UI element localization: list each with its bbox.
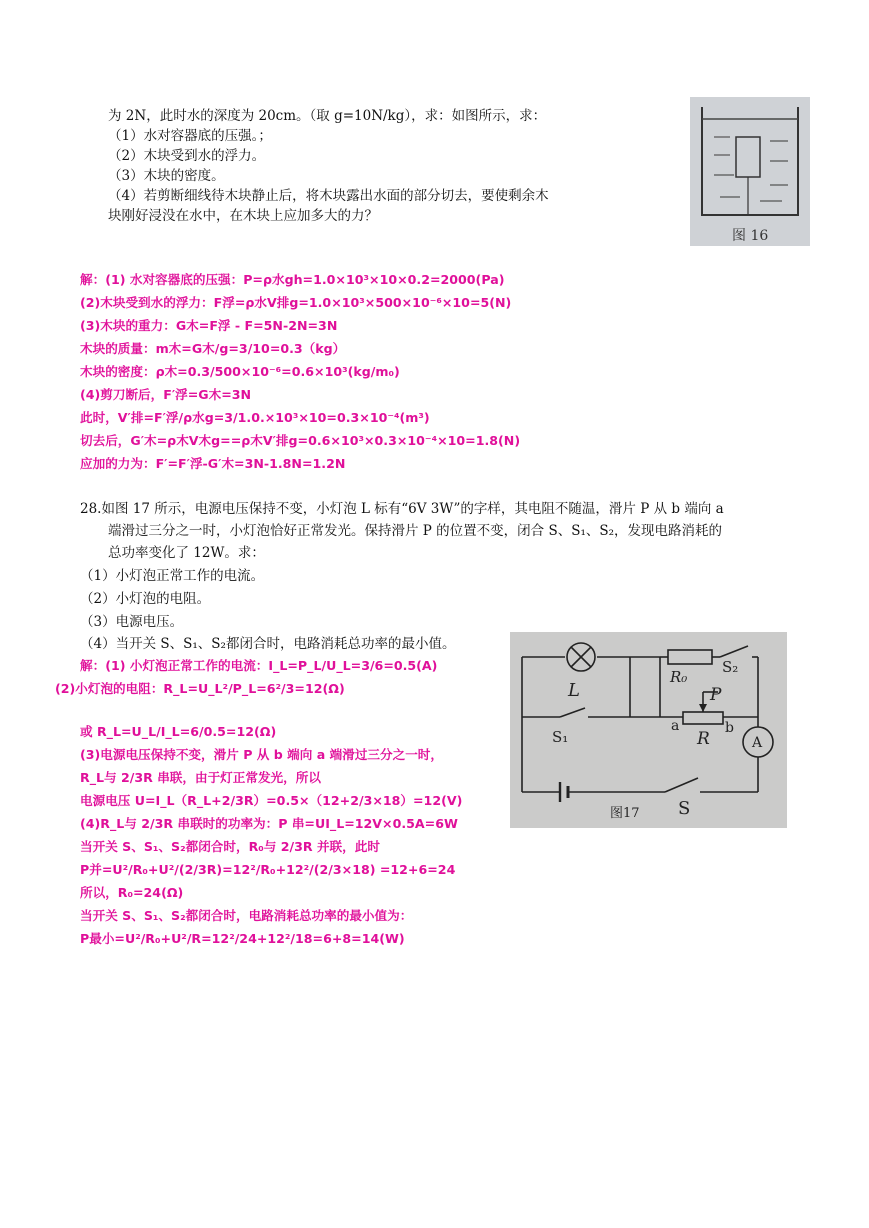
- rheostat-r-label: R: [697, 729, 710, 749]
- problem27-line-4: （3）木块的密度。: [108, 168, 225, 184]
- solution28-line-2: (2)小灯泡的电阻：R_L=U_L²/P_L=6²/3=12(Ω): [55, 681, 345, 696]
- solution27-line-5: 木块的密度：ρ木=0.3/500×10⁻⁶=0.6×10³(kg/m₀): [80, 364, 400, 379]
- figure-17: [510, 632, 787, 828]
- solution27-line-2: (2)木块受到水的浮力：F浮=ρ水V排g=1.0×10³×500×10⁻⁶×10=5(N): [80, 295, 512, 310]
- solution28-line-4: (3)电源电压保持不变，滑片 P 从 b 端向 a 端滑过三分之一时，: [80, 747, 443, 762]
- solution28-line-9: P并=U²/R₀+U²/(2/3R)=12²/R₀+12²/(2/3×18) =12+6=24: [80, 862, 456, 877]
- solution28-line-8: 当开关 S、S₁、S₂都闭合时，R₀与 2/3R 并联，此时: [80, 839, 380, 854]
- solution27-line-7: 此时，V′排=F′浮/ρ水g=3/1.0.×10³×10=0.3×10⁻⁴(m³): [80, 410, 430, 425]
- solution27-line-4: 木块的质量：m木=G木/g=3/10=0.3（kg）: [80, 341, 346, 356]
- problem27-line-2: （1）水对容器底的压强。；: [108, 128, 272, 144]
- solution28-line-11: 当开关 S、S₁、S₂都闭合时，电路消耗总功率的最小值为：: [80, 908, 413, 923]
- problem27-line-6: 块刚好浸没在水中，在木块上应加多大的力？: [108, 208, 378, 224]
- solution28-line-7: (4)R_L与 2/3R 串联时的功率为：P 串=UI_L=12V×0.5A=6W: [80, 816, 458, 831]
- problem28-line-4: （1）小灯泡正常工作的电流。: [80, 568, 265, 584]
- problem27-line-5: （4）若剪断细线待木块静止后，将木块露出水面的部分切去，要使剩余木: [108, 188, 549, 204]
- solution27-line-9: 应加的力为：F′=F′浮-G′木=3N-1.8N=1.2N: [80, 456, 346, 471]
- end-a-label: a: [671, 718, 680, 734]
- s2-label: S₂: [722, 658, 739, 676]
- solution28-line-6: 电源电压 U=I_L（R_L+2/3R）=0.5×（12+2/3×18）=12(V): [80, 793, 463, 808]
- r0-label: R₀: [670, 668, 688, 686]
- problem28-line-7: （4）当开关 S、S₁、S₂都闭合时，电路消耗总功率的最小值。: [80, 636, 456, 652]
- solution27-line-1: 解：(1) 水对容器底的压强：P=ρ水gh=1.0×10³×10×0.2=2000(Pa): [80, 272, 505, 287]
- problem28-line-6: （3）电源电压。: [80, 614, 184, 630]
- solution27-line-6: (4)剪刀断后，F′浮=G木=3N: [80, 387, 252, 402]
- solution28-line-3: 或 R_L=U_L/I_L=6/0.5=12(Ω): [80, 724, 277, 739]
- figure-17-caption: 图17: [610, 806, 640, 821]
- solution27-line-3: (3)木块的重力：G木=F浮 - F=5N-2N=3N: [80, 318, 338, 333]
- figure-16-drawing: [690, 97, 810, 246]
- problem28-line-1: 28.如图 17 所示，电源电压保持不变，小灯泡 L 标有“6V 3W”的字样，其电阻不随温，滑片 P 从 b 端向 a: [80, 501, 724, 517]
- solution27-line-8: 切去后，G′木=ρ木V木g==ρ木V′排g=0.6×10³×0.3×10⁻⁴×10=1.8(N): [80, 433, 521, 448]
- slider-p-label: P: [710, 685, 722, 705]
- figure-16-caption: 图 16: [732, 228, 769, 244]
- s1-label: S₁: [552, 728, 569, 746]
- problem27-line-3: （2）木块受到水的浮力。: [108, 148, 266, 164]
- figure-16: [690, 97, 810, 246]
- figure-17-circuit: [510, 632, 787, 828]
- problem28-line-5: （2）小灯泡的电阻。: [80, 591, 211, 607]
- end-b-label: b: [725, 720, 734, 736]
- solution28-line-12: P最小=U²/R₀+U²/R=12²/24+12²/18=6+8=14(W): [80, 931, 405, 946]
- problem28-line-3: 总功率变化了 12W。求：: [108, 545, 265, 561]
- problem27-line-1: 为 2N，此时水的深度为 20cm。（取 g=10N/kg），求：如图所示，求：: [108, 108, 547, 124]
- problem28-line-2: 端滑过三分之一时，小灯泡恰好正常发光。保持滑片 P 的位置不变，闭合 S、S₁、S₂，发现电路消耗的: [108, 523, 723, 539]
- lamp-label: L: [568, 680, 580, 701]
- solution28-line-5: R_L与 2/3R 串联，由于灯正常发光，所以: [80, 770, 321, 785]
- ammeter-label: A: [752, 735, 763, 751]
- s-label: S: [678, 798, 691, 819]
- solution28-line-10: 所以，R₀=24(Ω): [80, 885, 184, 900]
- solution28-line-1: 解：(1) 小灯泡正常工作的电流：I_L=P_L/U_L=3/6=0.5(A): [80, 658, 438, 673]
